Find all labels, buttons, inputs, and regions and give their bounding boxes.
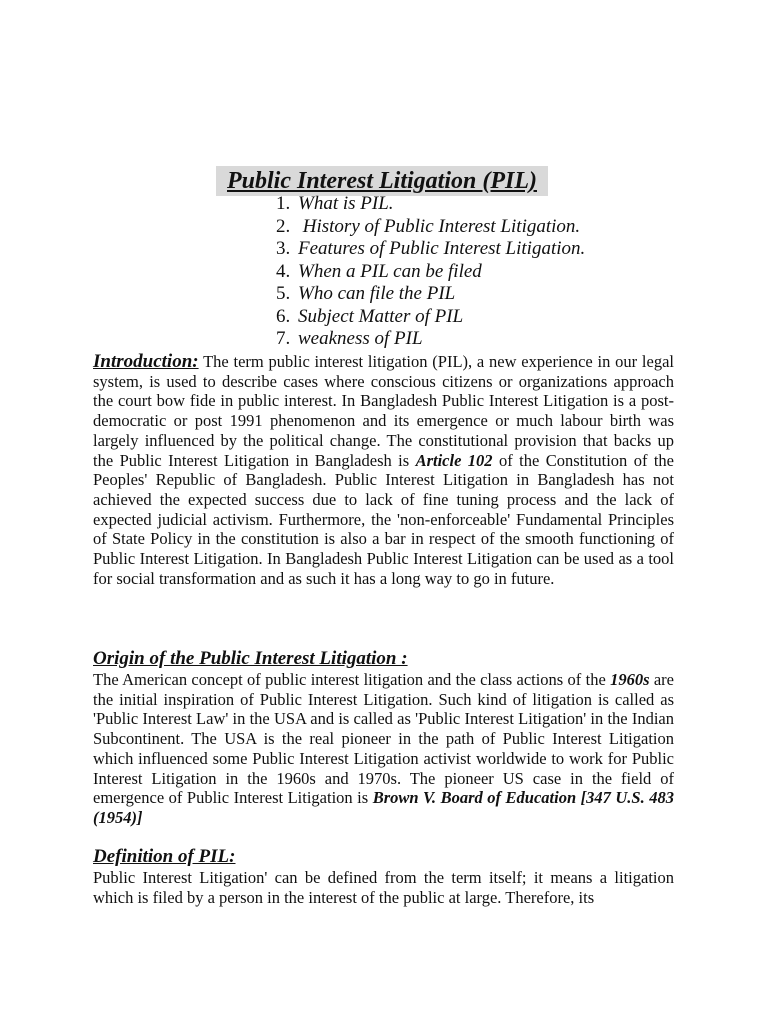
document-title: Public Interest Litigation (PIL) [216,166,548,196]
definition-paragraph: Public Interest Litigation' can be defined from the term itself; it means a litigation which is filed by a person in the interest of the public at large. Therefore, its [93,868,674,907]
toc-text: Who can file the PIL [298,283,456,304]
introduction-text-part1: The term public interest litigation (PIL), a new experience in our legal system, is used to describe cases where conscious citizens or organizations approach the court bow fide in public interest. In Bangladesh Public Interest Litigation is a post-democratic or post 1991 phenomenon and its emergence or much labour birth was largely influenced by the political change. The constitutional provision that backs up the Public Interest Litigation in Bangladesh is [93,352,674,470]
toc-number: 5. [276,283,291,304]
toc-item [276,238,585,261]
toc-item [276,328,585,351]
table-of-contents [276,193,585,351]
toc-text: When a PIL can be filed [298,260,482,282]
definition-heading: Definition of PIL: [93,846,236,867]
case-citation: Brown V. Board of Education [347 U.S. 483 (1954)] [93,788,674,827]
toc-item [276,261,585,284]
toc-number: 1. [276,193,291,214]
decade-reference: 1960s [610,670,650,689]
origin-paragraph [93,670,674,828]
origin-text-part2: are the initial inspiration of Public Interest Litigation. Such kind of litigation is called as 'Public Interest Law' in the USA and is called as 'Public Interest Litigation' in the Indian Subcontinent. The USA is the real pioneer in the path of Public Interest Litigation which influenced some Public Interest Litigation activist worldwide to work for Public Interest Litigation in the 1960s and 1970s. The pioneer US case in the field of emergence of Public Interest Litigation is [93,670,674,808]
introduction-text-part2: of the Constitution of the Peoples' Republic of Bangladesh. Public Interest Litigation in Bangladesh has not achieved the expected success due to lack of fine tuning process and the lack of expected judicial activism. Furthermore, the 'non-enforceable' Fundamental Principles of State Policy in the constitution is also a bar in respect of the smooth functioning of Public Interest Litigation. In Bangladesh Public Interest Litigation can be used as a tool for social transformation and as such it has a long way to go in future. [93,450,675,588]
introduction-heading: Introduction: [93,351,199,372]
origin-heading: Origin of the Public Interest Litigation : [93,648,408,669]
toc-item [276,193,585,216]
toc-text: Features of Public Interest Litigation. [298,238,586,259]
toc-text: Subject Matter of PIL [298,305,464,327]
introduction-paragraph [93,352,674,588]
toc-number: 4. [276,260,291,282]
toc-text: What is PIL. [298,193,394,214]
toc-number: 6. [276,305,291,327]
toc-text: History of Public Interest Litigation. [298,215,581,237]
toc-number: 7. [276,328,291,349]
origin-text-part1: The American concept of public interest litigation and the class actions of the [93,670,611,689]
toc-item [276,283,585,306]
toc-item [276,306,585,329]
toc-number: 2. [276,215,291,237]
toc-item [276,216,585,239]
toc-number: 3. [276,238,291,259]
toc-text: weakness of PIL [298,328,423,349]
article-reference: Article 102 [415,450,493,470]
